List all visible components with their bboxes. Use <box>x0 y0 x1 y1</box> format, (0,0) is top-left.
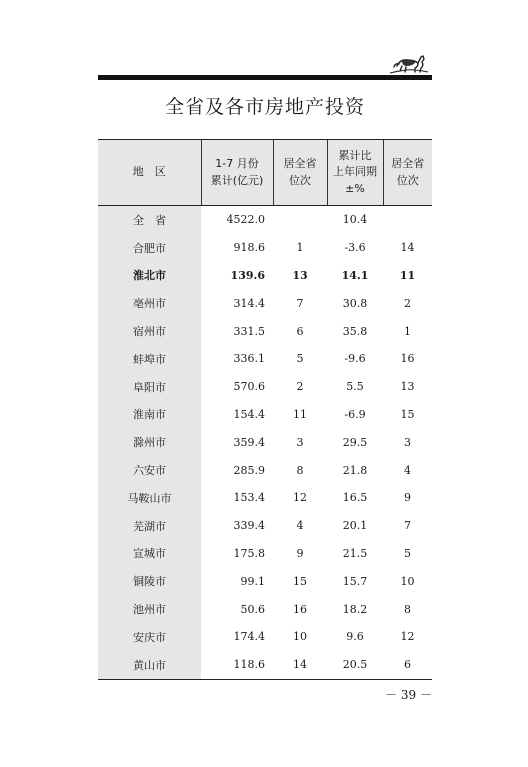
region-cell: 淮北市 <box>98 262 201 290</box>
rank-cell: 10 <box>293 630 307 644</box>
table-row <box>98 345 432 373</box>
table-row <box>98 317 432 345</box>
region-cell: 安庆市 <box>98 623 201 651</box>
region-cell: 六安市 <box>98 456 201 484</box>
table-row <box>98 484 432 512</box>
rank-cell: 9 <box>296 546 304 560</box>
growth-cell: 14.1 <box>341 268 369 282</box>
rank-cell <box>273 206 327 234</box>
rank-cell: 4 <box>296 519 304 533</box>
cumulative-cell: 118.6 <box>201 651 273 679</box>
rank-cell: 14 <box>273 651 327 679</box>
growth-cell: 15.7 <box>342 574 368 588</box>
region-cell: 全 省 <box>98 206 201 234</box>
header-province-rank: 居全省 位次 <box>273 140 327 206</box>
growth-rank-cell: 11 <box>399 268 416 282</box>
table-row <box>98 401 432 429</box>
cumulative-cell: 314.4 <box>233 296 265 310</box>
header-growth-rank: 居全省 位次 <box>383 140 432 206</box>
cumulative-cell: 918.6 <box>233 241 265 255</box>
table-row <box>98 540 432 568</box>
table-row <box>98 262 432 290</box>
header-growth: 累计比 上年同期 ±% <box>327 140 383 206</box>
horse-logo-icon <box>388 46 432 76</box>
growth-rank-cell: 14 <box>400 241 415 255</box>
growth-rank-cell: 15 <box>400 407 415 421</box>
investment-table <box>98 139 432 680</box>
growth-rank-cell: 1 <box>404 324 411 338</box>
growth-rank-cell: 12 <box>400 630 415 644</box>
rank-cell: 8 <box>296 463 304 477</box>
growth-cell: 16.5 <box>342 491 368 505</box>
region-cell: 池州市 <box>98 595 201 623</box>
growth-cell: 20.5 <box>327 651 383 679</box>
cumulative-cell: 359.4 <box>233 435 265 449</box>
growth-cell: 21.8 <box>342 463 368 477</box>
cumulative-cell: 570.6 <box>233 380 265 394</box>
growth-cell: 30.8 <box>342 296 368 310</box>
growth-rank-cell <box>383 206 432 234</box>
region-cell: 阜阳市 <box>98 373 201 401</box>
growth-rank-cell: 13 <box>400 380 415 394</box>
growth-rank-cell: 4 <box>404 463 411 477</box>
cumulative-cell: 174.4 <box>233 630 265 644</box>
region-cell: 亳州市 <box>98 289 201 317</box>
growth-cell: 35.8 <box>342 324 368 338</box>
region-cell: 黄山市 <box>98 651 201 679</box>
cumulative-cell: 175.8 <box>233 546 265 560</box>
rank-cell: 3 <box>296 435 304 449</box>
growth-cell: 10.4 <box>342 213 368 227</box>
growth-cell: -6.9 <box>344 407 366 421</box>
table-row <box>98 567 432 595</box>
region-cell: 合肥市 <box>98 234 201 262</box>
table-row <box>98 595 432 623</box>
cumulative-cell: 339.4 <box>233 519 265 533</box>
cumulative-cell: 139.6 <box>230 268 265 282</box>
rank-cell: 6 <box>296 324 304 338</box>
table-row <box>98 623 432 651</box>
growth-cell: 18.2 <box>342 602 368 616</box>
growth-rank-cell: 16 <box>400 352 415 366</box>
region-cell: 铜陵市 <box>98 567 201 595</box>
header-rule <box>98 75 432 80</box>
cumulative-cell: 336.1 <box>233 352 265 366</box>
growth-cell: -9.6 <box>344 352 366 366</box>
cumulative-cell: 153.4 <box>233 491 265 505</box>
region-cell: 马鞍山市 <box>98 484 201 512</box>
table-row <box>98 456 432 484</box>
table-row <box>98 373 432 401</box>
growth-rank-cell: 2 <box>404 296 411 310</box>
cumulative-cell: 99.1 <box>240 574 265 588</box>
rank-cell: 1 <box>296 241 304 255</box>
table-row <box>98 428 432 456</box>
growth-rank-cell: 6 <box>383 651 432 679</box>
region-cell: 滁州市 <box>98 428 201 456</box>
growth-cell: 5.5 <box>346 380 364 394</box>
growth-cell: 9.6 <box>346 630 364 644</box>
region-cell: 蚌埠市 <box>98 345 201 373</box>
growth-rank-cell: 8 <box>404 602 411 616</box>
growth-rank-cell: 3 <box>404 435 411 449</box>
page-number: － 39 － <box>385 688 432 702</box>
rank-cell: 13 <box>292 268 308 282</box>
table-row <box>98 512 432 540</box>
table-row <box>98 206 432 234</box>
rank-cell: 16 <box>293 602 307 616</box>
growth-rank-cell: 10 <box>400 574 415 588</box>
rank-cell: 15 <box>293 574 307 588</box>
growth-cell: 20.1 <box>342 519 368 533</box>
growth-rank-cell: 5 <box>404 546 411 560</box>
growth-rank-cell: 9 <box>404 491 411 505</box>
header-region: 地 区 <box>98 140 201 206</box>
region-cell: 淮南市 <box>98 401 201 429</box>
table-row <box>98 289 432 317</box>
rank-cell: 5 <box>296 352 304 366</box>
rank-cell: 7 <box>296 296 304 310</box>
growth-cell: 21.5 <box>342 546 368 560</box>
cumulative-cell: 4522.0 <box>226 213 265 227</box>
cumulative-cell: 154.4 <box>233 407 265 421</box>
header-cumulative: 1-7 月份 累计(亿元) <box>201 140 273 206</box>
cumulative-cell: 331.5 <box>233 324 265 338</box>
table-row <box>98 234 432 262</box>
table-row <box>98 651 432 679</box>
growth-rank-cell: 7 <box>404 519 411 533</box>
cumulative-cell: 50.6 <box>240 602 265 616</box>
rank-cell: 2 <box>296 380 304 394</box>
header-row <box>98 140 432 206</box>
cumulative-cell: 285.9 <box>233 463 265 477</box>
growth-cell: -3.6 <box>344 241 366 255</box>
rank-cell: 12 <box>293 491 307 505</box>
region-cell: 宣城市 <box>98 540 201 568</box>
rank-cell: 11 <box>293 407 307 421</box>
region-cell: 宿州市 <box>98 317 201 345</box>
page-title: 全省及各市房地产投资 <box>164 96 365 118</box>
growth-cell: 29.5 <box>342 435 368 449</box>
region-cell: 芜湖市 <box>98 512 201 540</box>
